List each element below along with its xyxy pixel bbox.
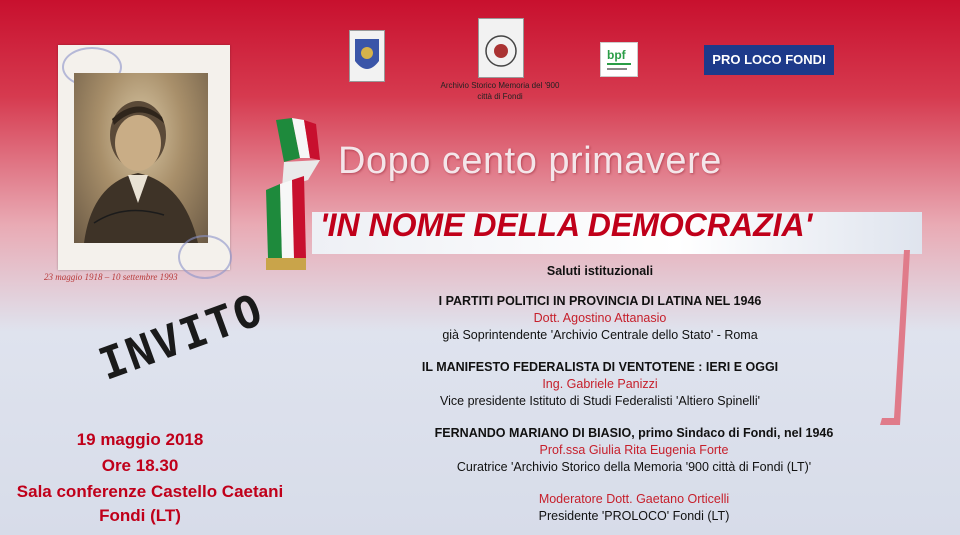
city-crest-logo (349, 30, 385, 82)
talk3-title: FERNANDO MARIANO DI BIASIO, primo Sindaco di Fondi, nel 1946 (434, 426, 834, 440)
talk1-speaker: Dott. Agostino Attanasio (533, 311, 667, 325)
invito-label: INVITO (92, 284, 271, 391)
talk1-role: già Soprintendente 'Archivio Centrale dello Stato' - Roma (442, 328, 758, 342)
proloco-logo: PRO LOCO FONDI (704, 45, 834, 75)
talk3-speaker: Prof.ssa Giulia Rita Eugenia Forte (539, 443, 729, 457)
event-date: 19 maggio 2018 (76, 430, 204, 449)
archive-caption-line1: Archivio Storico Memoria del '900 (440, 81, 560, 90)
talk1-title: I PARTITI POLITICI IN PROVINCIA DI LATINA NEL 1946 (438, 294, 762, 308)
moderator-role: Presidente 'PROLOCO' Fondi (LT) (538, 509, 730, 523)
moderator: Moderatore Dott. Gaetano Orticelli (538, 492, 730, 506)
svg-text:bpf: bpf (607, 48, 626, 62)
event-city: Fondi (LT) (99, 506, 181, 525)
talk3-role: Curatrice 'Archivio Storico della Memoria '900 città di Fondi (LT)' (456, 460, 812, 474)
archive-caption-line2: città di Fondi (477, 92, 523, 101)
bank-logo (600, 42, 638, 77)
archive-caption (410, 80, 590, 102)
portrait-figure (74, 73, 208, 243)
page-title: Dopo cento primavere (338, 140, 722, 182)
portrait-image (74, 73, 208, 243)
event-time: Ore 18.30 (101, 456, 179, 475)
talk2-role: Vice presidente Istituto di Studi Federalisti 'Altiero Spinelli' (440, 394, 760, 408)
portrait-caption: 23 maggio 1918 – 10 settembre 1993 (44, 272, 178, 282)
portrait-photo (58, 45, 230, 270)
archive-logo (478, 18, 524, 78)
greetings: Saluti istituzionali (546, 264, 654, 278)
subtitle: 'IN NOME DELLA DEMOCRAZIA' (320, 207, 813, 243)
talk2-title: IL MANIFESTO FEDERALISTA DI VENTOTENE : IERI E OGGI (421, 360, 779, 374)
talk2-speaker: Ing. Gabriele Panizzi (542, 377, 658, 391)
event-venue: Sala conferenze Castello Caetani (16, 482, 284, 501)
